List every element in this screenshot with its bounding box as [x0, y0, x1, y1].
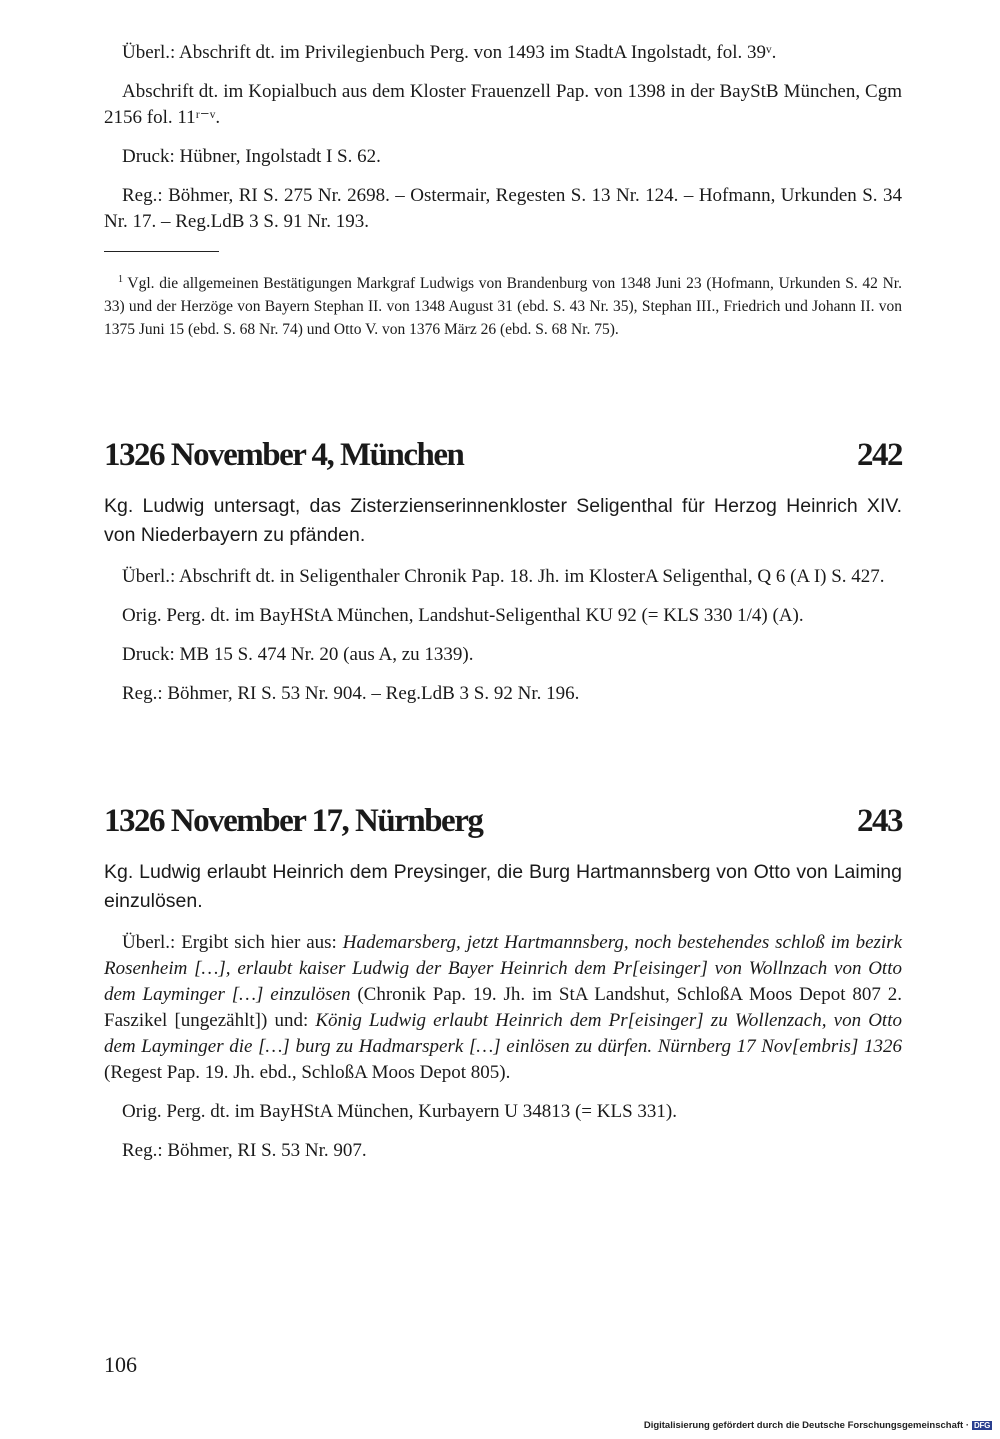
credit-text: Digitalisierung gefördert durch die Deutsche Forschungsgemeinschaft ·: [643, 1420, 969, 1431]
entry-number: 242: [857, 436, 902, 473]
entry-heading: [104, 437, 902, 474]
dfg-logo: DFG: [974, 1421, 990, 1430]
original-line: Orig. Perg. dt. im BayHStA München, Kurbayern U 34813 (= KLS 331).: [122, 1100, 677, 1122]
uberlieferung-line: Überl.: Abschrift dt. im Privilegienbuch Perg. von 1493 im StadtA Ingolstadt, fol. 39ᵛ.: [122, 42, 777, 63]
uberl-text: (Regest Pap. 19. Jh. ebd., SchloßA Moos Depot 805).: [104, 1061, 511, 1083]
entry-number: 243: [857, 802, 902, 839]
page-number: 106: [104, 1352, 137, 1377]
regest-text: Kg. Ludwig erlaubt Heinrich dem Preysinger, die Burg Hartmannsberg von Otto von Laiming einzulösen.: [104, 860, 902, 912]
footnote-rule: [104, 251, 219, 252]
previous-entry-tail: [104, 40, 902, 341]
uberl-text: (Chronik Pap. 19. Jh. im StA Landshut, SchloßA Moos Depot 807 2. Faszikel [ungezählt]) und:: [104, 983, 902, 1031]
abschrift-line: Abschrift dt. im Kopialbuch aus dem Kloster Frauenzell Pap. von 1398 in der BayStB München, Cgm 2156 fol. 11ʳ⁻ᵛ.: [104, 81, 902, 128]
regesten-line: Reg.: Böhmer, RI S. 53 Nr. 907.: [122, 1139, 367, 1161]
entry-heading: [104, 803, 902, 840]
uberl-text: Überl.: Ergibt sich hier aus:: [122, 931, 343, 953]
entry-243: [104, 803, 902, 1164]
footnote-text: Vgl. die allgemeinen Bestätigungen Markgraf Ludwigs von Brandenburg von 1348 Juni 23 (Hofmann, Urkunden S. 42 Nr. 33) und der Herzöge von Bayern Stephan II. von 1348 August 31 (ebd. S. 43 Nr. 35), Stephan III., Friedrich und Johann II. von 1375 Juni 15 (ebd. S. 68 Nr. 74) und Otto V. von 1376 März 26 (ebd. S. 68 Nr. 75).: [104, 274, 902, 338]
quote-text: König Ludwig erlaubt Heinrich dem Pr[eisinger] zu Wollenzach, von Otto dem Layminger die […] burg zu Hadmarsperk […] einlösen zu dürfen. Nürnberg 17 Nov[embris] 1326: [104, 1009, 902, 1057]
druck-line: Druck: MB 15 S. 474 Nr. 20 (aus A, zu 1339).: [122, 643, 474, 665]
regesten-line: Reg.: Böhmer, RI S. 53 Nr. 904. – Reg.LdB 3 S. 92 Nr. 196.: [122, 682, 580, 704]
regest-text: Kg. Ludwig untersagt, das Zisterzienserinnenkloster Seligenthal für Herzog Heinrich XIV. von Niederbayern zu pfänden.: [104, 494, 902, 546]
footnote: [104, 268, 902, 341]
uberlieferung-line: Überl.: Abschrift dt. in Seligenthaler Chronik Pap. 18. Jh. im KlosterA Seligenthal, Q 6 (A I) S. 427.: [122, 565, 885, 587]
digitization-credit: [644, 1420, 992, 1431]
entry-date-place: 1326 November 17, Nürnberg: [104, 802, 483, 839]
quote-text: Hademarsberg, jetzt Hartmannsberg, noch bestehendes schloß im bezirk Rosenheim […], erlaubt kaiser Ludwig der Bayer Heinrich dem Pr[eisinger] von Wollnzach von Otto dem Layminger […] einzulösen: [104, 931, 903, 1005]
regesten-line: Reg.: Böhmer, RI S. 275 Nr. 2698. – Ostermair, Regesten S. 13 Nr. 124. – Hofmann, Urkunden S. 34 Nr. 17. – Reg.LdB 3 S. 91 Nr. 193.: [104, 185, 902, 232]
page-body: [104, 40, 902, 1177]
footnote-mark: 1: [118, 273, 123, 285]
original-line: Orig. Perg. dt. im BayHStA München, Landshut-Seligenthal KU 92 (= KLS 330 1/4) (A).: [122, 604, 804, 626]
entry-242: [104, 437, 902, 707]
uberlieferung-line: [104, 930, 902, 1086]
druck-line: Druck: Hübner, Ingolstadt I S. 62.: [122, 146, 381, 167]
entry-date-place: 1326 November 4, München: [104, 436, 464, 473]
